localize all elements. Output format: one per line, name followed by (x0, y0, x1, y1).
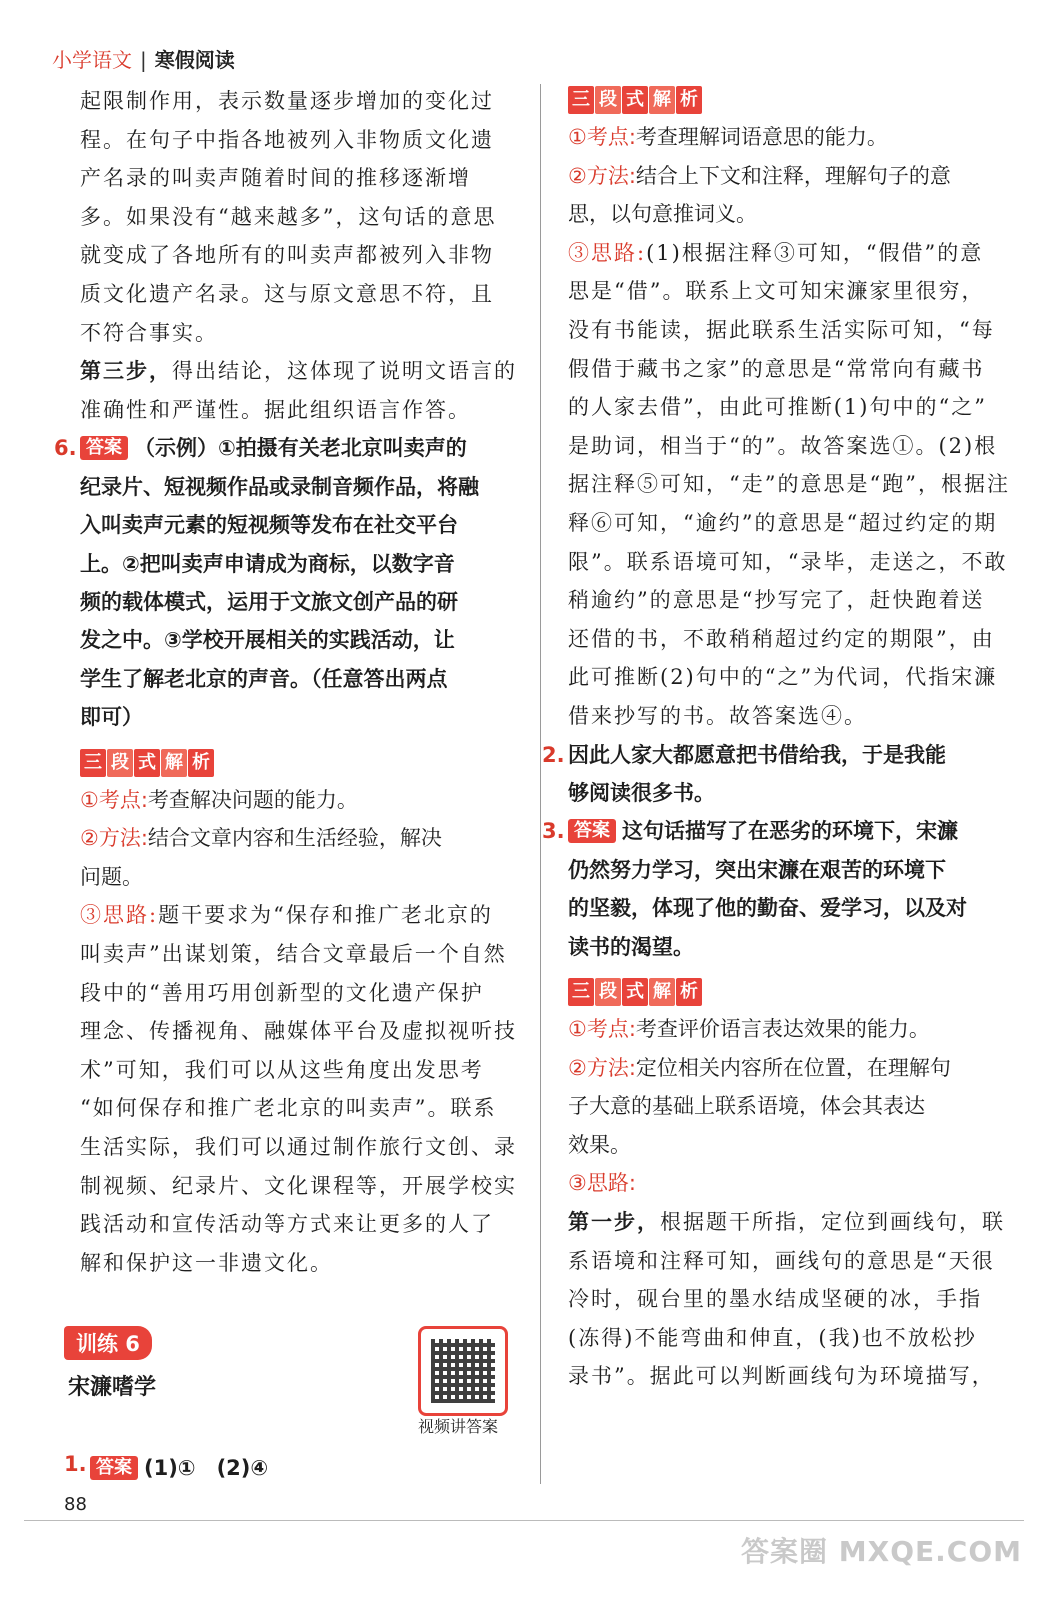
answer-text: （示例）①拍摄有关老北京叫卖声的 (134, 436, 467, 461)
analysis-title (568, 86, 1018, 116)
text-line: 术”可知，我们可以从这些角度出发思考 (80, 1057, 484, 1082)
qr-caption: 视频讲答案 (418, 1417, 499, 1436)
point-text: 考查理解词语意思的能力。 (635, 125, 888, 149)
analysis-title-char: 三 (568, 978, 594, 1006)
idea-label: ③思路: (568, 240, 647, 265)
analysis-title-char: 式 (622, 978, 648, 1006)
analysis-method (568, 1049, 1018, 1088)
text-line: 制视频、纪录片、文化课程等，开展学校实 (80, 1173, 517, 1198)
answer-line: 频的载体模式，运用于文旅文创产品的研 (80, 589, 458, 614)
question-number: 1. (64, 1452, 87, 1476)
qr-code[interactable] (418, 1326, 508, 1416)
method-text: 结合文章内容和生活经验，解决 (147, 826, 442, 851)
footer-rule (24, 1520, 1024, 1521)
text-line: 限”。联系语境可知，“录毕，走送之，不敢 (568, 549, 1008, 574)
analysis-method (568, 157, 1018, 196)
analysis-title (568, 978, 1018, 1008)
text-line: 假借于藏书之家”的意思是“常常向有藏书 (568, 356, 985, 381)
point-label: ①考点: (568, 1016, 636, 1041)
question-number: 6. (54, 436, 77, 461)
answer-line: 纪录片、短视频作品或录制音频作品，将融 (80, 474, 479, 499)
analysis-title-char: 析 (676, 978, 702, 1006)
left-column (54, 82, 520, 1282)
question-2 (542, 736, 1018, 813)
answer-line: 的坚毅，体现了他的勤奋、爱学习，以及对 (568, 896, 967, 921)
text-line (80, 352, 520, 391)
lesson-title: 宋濂嗜学 (68, 1375, 157, 1400)
text-line: 此可推断(2)句中的“之”为代词，代指宋濂 (568, 665, 998, 690)
text-line: 不符合事实。 (80, 320, 218, 345)
watermark: 答案圈 MXQE.COM (741, 1535, 1022, 1568)
text-line: 系语境和注释可知，画线句的意思是“天很 (568, 1248, 995, 1273)
text-line: 多。如果没有“越来越多”，这句话的意思 (80, 204, 497, 229)
text-line: 解和保护这一非遗文化。 (80, 1250, 333, 1275)
text-line: 产名录的叫卖声随着时间的推移逐渐增 (80, 166, 471, 191)
text-line: 的人家去借”，由此可推断(1)句中的“之” (568, 395, 987, 420)
analysis-title-char: 式 (622, 86, 648, 114)
analysis-title-char: 解 (649, 86, 675, 114)
text-line: 思是“借”。联系上文可知宋濂家里很穷， (568, 279, 985, 304)
column-divider (540, 84, 541, 1484)
step3-paragraph (80, 352, 520, 429)
analysis-title-char: 析 (188, 749, 214, 777)
answer-line (542, 812, 1018, 850)
analysis-title-char: 解 (161, 749, 187, 777)
idea-label: ③思路: (80, 903, 159, 928)
text-line: 生活实际，我们可以通过制作旅行文创、录 (80, 1134, 517, 1159)
text-line: 质文化遗产名录。这与原文意思不符，且 (80, 281, 494, 306)
text-line: 就变成了各地所有的叫卖声都被列入非物 (80, 243, 494, 268)
analysis-point (80, 781, 520, 820)
answer-line: 发之中。③学校开展相关的实践活动，让 (80, 628, 455, 653)
answer-line: 够阅读很多书。 (568, 780, 715, 805)
text-line: 段中的“善用巧用创新型的文化遗产保护 (80, 980, 484, 1005)
header-series: 寒假阅读 (154, 48, 235, 72)
idea-text: (1)根据注释③可知，“假借”的意 (646, 240, 984, 265)
analysis-title-char: 式 (134, 749, 160, 777)
text-line: 子大意的基础上联系语境，体会其表达 (568, 1094, 925, 1119)
method-text: 结合上下文和注释，理解句子的意 (635, 163, 951, 188)
header-subject: 小学语文 (52, 48, 132, 72)
analysis-title-char: 段 (595, 86, 621, 114)
point-text: 考查评价语言表达效果的能力。 (635, 1016, 930, 1041)
right-column (542, 82, 1018, 1396)
running-header (52, 44, 235, 73)
answer-tag: 答案 (80, 436, 128, 460)
step1-label: 第一步， (568, 1208, 660, 1234)
text-line: 录书”。据此可以判断画线句为环境描写， (568, 1364, 995, 1389)
answer-line (542, 736, 1018, 774)
analysis-point (568, 118, 1018, 157)
answer-line: 即可） (80, 705, 143, 730)
text-line: 还借的书，不敢稍稍超过约定的期限”，由 (568, 626, 995, 651)
analysis-title-char: 解 (649, 978, 675, 1006)
answer-text: (1)① (2)④ (144, 1456, 269, 1480)
analysis-idea (80, 896, 520, 935)
text-line: 释⑥可知，“逾约”的意思是“超过约定的期 (568, 510, 998, 535)
text-line: 冷时，砚台里的墨水结成坚硬的冰，手指 (568, 1287, 982, 1312)
point-label: ①考点: (80, 787, 148, 812)
analysis-title-char: 析 (676, 86, 702, 114)
answer-line: 读书的渴望。 (568, 934, 694, 959)
question-1 (64, 1452, 269, 1482)
question-number: 3. (542, 819, 565, 844)
answer-text: 这句话描写了在恶劣的环境下，宋濂 (622, 819, 958, 844)
method-label: ②方法: (80, 826, 148, 851)
text-line: 叫卖声”出谋划策，结合文章最后一个自然 (80, 941, 507, 966)
text-line: 没有书能读，据此联系生活实际可知，“每 (568, 317, 995, 342)
text-line: 问题。 (80, 864, 143, 889)
text-line: 借来抄写的书。故答案选④。 (568, 703, 867, 728)
text-line: 践活动和宣传活动等方式来让更多的人了 (80, 1212, 494, 1237)
question-number: 2. (542, 742, 565, 767)
text-line: 准确性和严谨性。据此组织语言作答。 (80, 397, 471, 422)
analysis-title (80, 749, 520, 779)
text-line: 理念、传播视角、融媒体平台及虚拟视听技 (80, 1019, 517, 1044)
answer-text: 因此人家大都愿意把书借给我，于是我能 (568, 742, 946, 767)
analysis-method (80, 819, 520, 858)
header-separator: | (140, 48, 147, 72)
question-6 (54, 429, 520, 736)
answer-tag: 答案 (90, 1456, 138, 1480)
text-line: 是助词，相当于“的”。故答案选①。(2)根 (568, 433, 998, 458)
analysis-title-char: 段 (107, 749, 133, 777)
point-text: 考查解决问题的能力。 (147, 787, 358, 812)
answer-line: 入叫卖声元素的短视频等发布在社交平台 (80, 513, 458, 538)
idea-text: 题干要求为“保存和推广老北京的 (158, 903, 493, 928)
step1-text: 根据题干所指，定位到画线句，联 (660, 1209, 1005, 1234)
analysis-point (568, 1010, 1018, 1049)
answer-line: 上。②把叫卖声申请成为商标，以数字音 (80, 551, 455, 576)
method-label: ②方法: (568, 163, 636, 188)
text-line: 程。在句子中指各地被列入非物质文化遗 (80, 127, 494, 152)
point-label: ①考点: (568, 125, 636, 149)
text-line: 效果。 (568, 1132, 631, 1157)
text-line: (冻得)不能弯曲和伸直，(我)也不放松抄 (568, 1325, 977, 1350)
analysis-idea (568, 234, 1018, 273)
step3-text: 得出结论，这体现了说明文语言的 (172, 359, 517, 384)
text-line (568, 1203, 1018, 1242)
answer-line: 学生了解老北京的声音。（任意答出两点 (80, 666, 448, 691)
step3-label: 第三步， (80, 358, 172, 384)
analysis-title-char: 三 (568, 86, 594, 114)
answer-line (54, 429, 520, 467)
answer-tag: 答案 (568, 819, 616, 843)
analysis-title-char: 段 (595, 978, 621, 1006)
idea-label: ③思路: (568, 1171, 636, 1196)
training-badge: 训练 6 (64, 1326, 152, 1360)
question-3 (542, 812, 1018, 966)
answer-line: 仍然努力学习，突出宋濂在艰苦的环境下 (568, 857, 946, 882)
analysis-title-char: 三 (80, 749, 106, 777)
page-number: 88 (64, 1494, 87, 1515)
method-label: ②方法: (568, 1055, 636, 1080)
text-line: 据注释⑤可知，“走”的意思是“跑”，根据注 (568, 472, 1010, 497)
analysis-idea (568, 1164, 1018, 1203)
text-line: “如何保存和推广老北京的叫卖声”。联系 (80, 1096, 497, 1121)
text-line: 思，以句意推词义。 (568, 202, 757, 227)
qr-pattern (431, 1339, 495, 1403)
intro-paragraph (80, 82, 520, 352)
text-line: 稍逾约”的意思是“抄写完了，赶快跑着送 (568, 588, 985, 613)
text-line: 起限制作用，表示数量逐步增加的变化过 (80, 89, 494, 113)
method-text: 定位相关内容所在位置，在理解句 (635, 1055, 951, 1080)
